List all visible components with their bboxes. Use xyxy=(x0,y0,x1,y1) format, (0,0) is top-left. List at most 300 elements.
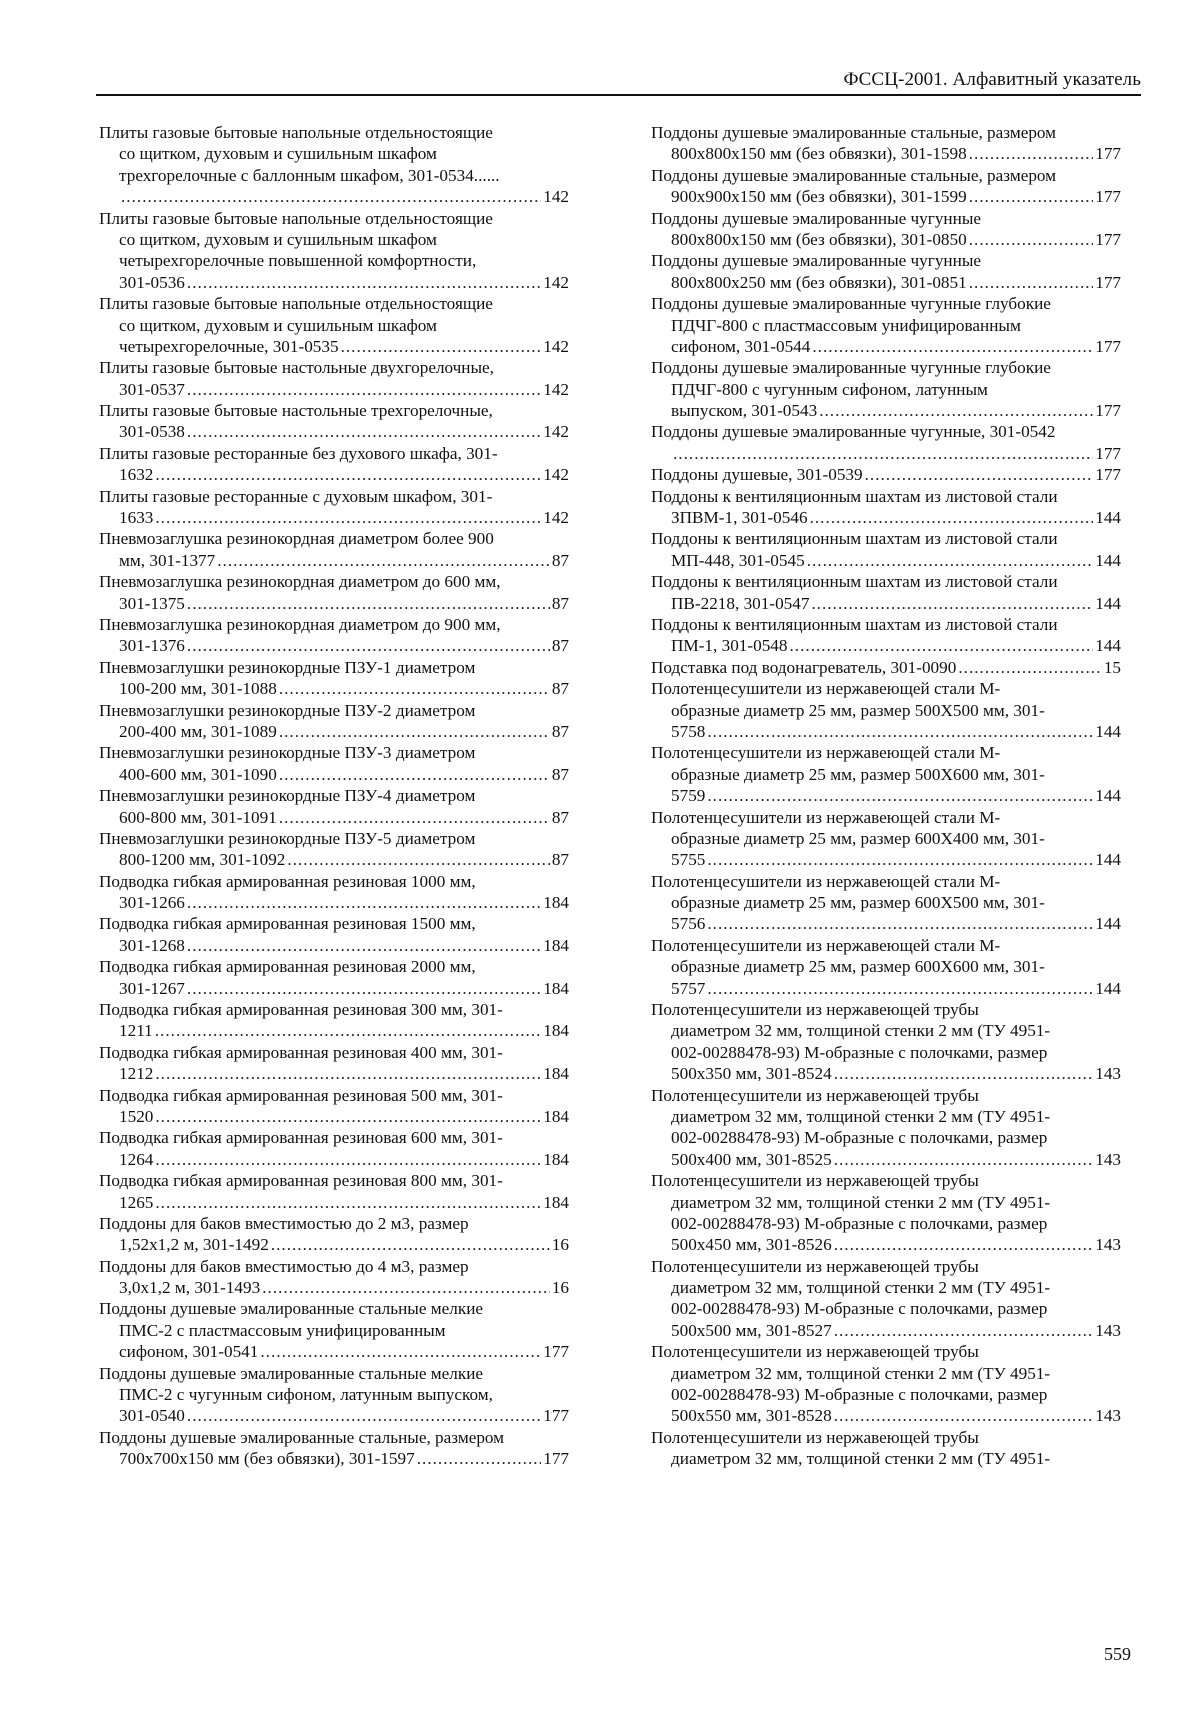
index-page-ref: 144 xyxy=(1095,786,1121,806)
dot-leader xyxy=(279,764,550,785)
index-entry-line: Поддоны душевые эмалированные стальные, размером xyxy=(651,165,1057,185)
index-page-ref: 144 xyxy=(1095,550,1121,570)
index-page-ref: 87 xyxy=(551,636,569,656)
dot-leader xyxy=(807,550,1094,571)
index-entry-line: Поддоны к вентиляционным шахтам из листовой стали xyxy=(651,572,1058,592)
index-entry-text: 1632 xyxy=(119,465,154,485)
dot-leader xyxy=(155,1149,541,1170)
index-entry-line: Поддоны для баков вместимостью до 2 м3, размер xyxy=(99,1213,469,1233)
index-page-ref: 87 xyxy=(551,550,569,570)
index-page-ref: 87 xyxy=(551,593,569,613)
index-entry-last-line xyxy=(99,336,569,357)
dot-leader xyxy=(271,1234,550,1255)
index-page-ref: 144 xyxy=(1095,508,1121,528)
index-entry-text: 700х700х150 мм (без обвязки), 301-1597 xyxy=(119,1449,415,1469)
index-entry-line: Подводка гибкая армированная резиновая 400 мм, 301- xyxy=(99,1042,503,1062)
index-page-ref: 16 xyxy=(551,1278,569,1298)
index-entry-text: 1211 xyxy=(119,1021,153,1041)
dot-leader xyxy=(187,593,550,614)
index-page-ref: 177 xyxy=(1095,443,1121,463)
index-page-ref: 144 xyxy=(1095,636,1121,656)
index-entry-line: Подводка гибкая армированная резиновая 800 мм, 301- xyxy=(99,1171,503,1191)
dot-leader xyxy=(217,550,550,571)
index-entry xyxy=(99,871,569,914)
index-page-ref: 184 xyxy=(543,935,569,955)
index-entry-text: 500х450 мм, 301-8526 xyxy=(671,1235,832,1255)
index-page-ref: 144 xyxy=(1095,850,1121,870)
dot-leader xyxy=(958,657,1101,678)
index-page-ref: 184 xyxy=(543,1149,569,1169)
index-entry-text: 400-600 мм, 301-1090 xyxy=(119,764,277,784)
index-entry-last-line xyxy=(99,1192,569,1213)
dot-leader xyxy=(969,143,1094,164)
index-entry-last-line xyxy=(651,913,1121,934)
index-entry xyxy=(651,528,1121,571)
index-entry-last-line xyxy=(99,1234,569,1255)
index-entry xyxy=(651,935,1121,999)
dot-leader xyxy=(707,721,1093,742)
index-entry-line: Полотенцесушители из нержавеющей трубы xyxy=(651,1171,979,1191)
index-entry xyxy=(651,871,1121,935)
index-page-ref: 177 xyxy=(1095,144,1121,164)
index-page-ref: 142 xyxy=(543,187,569,207)
index-entry-line: Плиты газовые бытовые напольные отдельностоящие xyxy=(99,208,493,228)
index-entry-line: ПДЧГ-800 с пластмассовым унифицированным xyxy=(671,315,1021,335)
dot-leader xyxy=(812,336,1093,357)
index-entry-text: 5758 xyxy=(671,721,706,741)
index-entry-last-line xyxy=(99,1448,569,1469)
index-page-ref: 177 xyxy=(1095,401,1121,421)
index-entry xyxy=(651,614,1121,657)
index-entry-line: Поддоны душевые эмалированные стальные, размером xyxy=(651,123,1057,142)
index-entry-last-line xyxy=(651,1320,1121,1341)
index-page-ref: 177 xyxy=(1095,229,1121,249)
index-entry-line: Полотенцесушители из нержавеющей трубы xyxy=(651,1427,979,1447)
dot-leader xyxy=(707,785,1093,806)
index-entry-last-line xyxy=(99,1106,569,1127)
index-entry-text: 301-1268 xyxy=(119,935,185,955)
index-page-ref: 177 xyxy=(1095,465,1121,485)
index-entry-text: 301-1266 xyxy=(119,893,185,913)
index-entry-text: 500х550 мм, 301-8528 xyxy=(671,1406,832,1426)
index-entry-line: диаметром 32 мм, толщиной стенки 2 мм (ТУ 4951- xyxy=(671,1363,1051,1383)
index-entry xyxy=(99,913,569,956)
index-entry-text: МП-448, 301-0545 xyxy=(671,550,805,570)
index-entry-line: образные диаметр 25 мм, размер 600Х600 мм, 301- xyxy=(671,957,1045,977)
dot-leader xyxy=(834,1405,1094,1426)
index-page-ref: 177 xyxy=(543,1449,569,1469)
index-entry-line: со щитком, духовым и сушильным шкафом xyxy=(119,144,437,164)
index-entry-text: 1520 xyxy=(119,1106,154,1126)
index-entry-text: 5759 xyxy=(671,786,706,806)
index-entry-line: диаметром 32 мм, толщиной стенки 2 мм (ТУ 4951- xyxy=(671,1278,1051,1298)
dot-leader xyxy=(707,978,1093,999)
index-entry-last-line xyxy=(99,464,569,485)
index-page-ref: 142 xyxy=(543,272,569,292)
index-entry-line: Плиты газовые бытовые настольные двухгорелочные, xyxy=(99,358,494,378)
index-entry-last-line xyxy=(651,1149,1121,1170)
index-page-ref: 184 xyxy=(543,1021,569,1041)
index-page-ref: 144 xyxy=(1095,721,1121,741)
index-entry xyxy=(651,1170,1121,1256)
index-entry xyxy=(651,742,1121,806)
index-entry-line: Плиты газовые ресторанные с духовым шкафом, 301- xyxy=(99,486,493,506)
index-page-ref: 87 xyxy=(551,850,569,870)
index-entry-line: ПМС-2 с чугунным сифоном, латунным выпуском, xyxy=(119,1385,493,1405)
index-page-ref: 143 xyxy=(1095,1149,1121,1169)
index-entry-last-line xyxy=(651,849,1121,870)
dot-leader xyxy=(187,635,550,656)
index-page-ref: 177 xyxy=(543,1406,569,1426)
index-entry xyxy=(99,1213,569,1256)
index-entry-line: Подводка гибкая армированная резиновая 300 мм, 301- xyxy=(99,1000,503,1020)
dot-leader xyxy=(155,1020,541,1041)
index-entry-line: Полотенцесушители из нержавеющей трубы xyxy=(651,1342,979,1362)
index-entry-line: Полотенцесушители из нержавеющей стали М- xyxy=(651,743,1001,763)
index-entry xyxy=(99,1298,569,1362)
dot-leader xyxy=(834,1149,1094,1170)
index-entry-line: Полотенцесушители из нержавеющей трубы xyxy=(651,1000,979,1020)
index-entry-text: ПВ-2218, 301-0547 xyxy=(671,593,810,613)
dot-leader xyxy=(969,186,1094,207)
index-entry xyxy=(651,486,1121,529)
index-entry-text: 800х800х150 мм (без обвязки), 301-1598 xyxy=(671,144,967,164)
index-entry xyxy=(99,1085,569,1128)
index-entry xyxy=(651,464,1121,485)
index-entry xyxy=(99,528,569,571)
index-entry-last-line xyxy=(99,1149,569,1170)
index-entry xyxy=(99,1256,569,1299)
index-entry-text: 301-0536 xyxy=(119,272,185,292)
index-entry-line: Полотенцесушители из нержавеющей стали М- xyxy=(651,807,1001,827)
dot-leader xyxy=(969,229,1094,250)
index-entry-line: Поддоны для баков вместимостью до 4 м3, размер xyxy=(99,1256,469,1276)
index-entry-line: трехгорелочные с баллонным шкафом, 301-0534...... xyxy=(119,165,500,185)
index-entry-line: Подводка гибкая армированная резиновая 600 мм, 301- xyxy=(99,1128,503,1148)
index-page-ref: 87 xyxy=(551,679,569,699)
index-entry-text: ЗПВМ-1, 301-0546 xyxy=(671,508,808,528)
index-entry xyxy=(651,357,1121,421)
index-entry xyxy=(99,1427,569,1470)
index-entry-line: Плиты газовые бытовые настольные трехгорелочные, xyxy=(99,401,493,421)
dot-leader xyxy=(287,849,549,870)
index-entry-text: сифоном, 301-0544 xyxy=(671,336,811,356)
index-entry xyxy=(651,250,1121,293)
header-title: ФССЦ-2001. Алфавитный указатель xyxy=(843,69,1141,90)
index-entry-text: Подставка под водонагреватель, 301-0090 xyxy=(651,657,957,677)
index-page-ref: 143 xyxy=(1095,1064,1121,1084)
index-entry-last-line xyxy=(99,721,569,742)
index-entry-text: 301-1375 xyxy=(119,593,185,613)
index-page-ref: 142 xyxy=(543,379,569,399)
index-entry-line: образные диаметр 25 мм, размер 600Х500 мм, 301- xyxy=(671,893,1045,913)
dot-leader xyxy=(865,464,1094,485)
index-entry-text: 100-200 мм, 301-1088 xyxy=(119,679,277,699)
index-entry-text: 600-800 мм, 301-1091 xyxy=(119,807,277,827)
index-page-ref: 142 xyxy=(543,336,569,356)
index-page-ref: 87 xyxy=(551,721,569,741)
index-entry xyxy=(99,443,569,486)
dot-leader xyxy=(187,1405,541,1426)
index-entry-line: Полотенцесушители из нержавеющей стали М- xyxy=(651,935,1001,955)
index-entry xyxy=(651,293,1121,357)
dot-leader xyxy=(187,978,541,999)
index-entry xyxy=(99,357,569,400)
index-entry xyxy=(99,1363,569,1427)
index-entry-text: 301-1267 xyxy=(119,978,185,998)
index-entry-line: диаметром 32 мм, толщиной стенки 2 мм (ТУ 4951- xyxy=(671,1192,1051,1212)
index-entry xyxy=(99,828,569,871)
index-entry-last-line xyxy=(99,186,569,207)
index-page-ref: 177 xyxy=(543,1342,569,1362)
index-entry-line: 002-00288478-93) М-образные с полочками, размер xyxy=(671,1128,1048,1148)
index-entry-line: Подводка гибкая армированная резиновая 1500 мм, xyxy=(99,914,476,934)
index-page-ref: 144 xyxy=(1095,914,1121,934)
index-entry-text: Поддоны душевые, 301-0539 xyxy=(651,465,863,485)
index-entry-last-line xyxy=(651,593,1121,614)
index-entry-last-line xyxy=(99,678,569,699)
index-entry-text: 5756 xyxy=(671,914,706,934)
dot-leader xyxy=(819,400,1093,421)
dot-leader xyxy=(417,1448,542,1469)
dot-leader xyxy=(260,1341,541,1362)
index-entry-line: Пневмозаглушка резинокордная диаметром до 600 мм, xyxy=(99,572,501,592)
index-entry xyxy=(651,678,1121,742)
index-page-ref: 144 xyxy=(1095,593,1121,613)
dot-leader xyxy=(262,1277,550,1298)
dot-leader xyxy=(810,507,1094,528)
index-entry-text: 3,0х1,2 м, 301-1493 xyxy=(119,1278,261,1298)
index-entry-text: 301-0537 xyxy=(119,379,185,399)
index-page-ref: 15 xyxy=(1103,657,1121,677)
dot-leader xyxy=(155,507,541,528)
index-entry-text: 500х400 мм, 301-8525 xyxy=(671,1149,832,1169)
index-entry-line: Пневмозаглушка резинокордная диаметром до 900 мм, xyxy=(99,614,501,634)
index-entry xyxy=(651,208,1121,251)
index-entry xyxy=(651,421,1121,464)
index-page-ref: 144 xyxy=(1095,978,1121,998)
index-entry xyxy=(99,571,569,614)
page-number: 559 xyxy=(1104,1644,1131,1664)
index-entry-last-line xyxy=(99,550,569,571)
index-entry-line: 002-00288478-93) М-образные с полочками, размер xyxy=(671,1299,1048,1319)
index-entry-text: 301-0540 xyxy=(119,1406,185,1426)
index-entry-line: Поддоны душевые эмалированные чугунные глубокие xyxy=(651,358,1051,378)
index-entry xyxy=(651,1341,1121,1427)
index-entry xyxy=(99,400,569,443)
index-entry xyxy=(651,657,1121,678)
index-entry-text: 1633 xyxy=(119,508,154,528)
index-entry-last-line xyxy=(99,1277,569,1298)
index-entry xyxy=(99,1042,569,1085)
index-entry-line: ПМС-2 с пластмассовым унифицированным xyxy=(119,1320,446,1340)
index-entry-last-line xyxy=(99,635,569,656)
index-entry xyxy=(651,1427,1121,1470)
index-entry-line: Подводка гибкая армированная резиновая 2000 мм, xyxy=(99,957,476,977)
index-entry-line: Поддоны душевые эмалированные стальные, размером xyxy=(99,1427,505,1447)
index-entry-line: Плиты газовые бытовые напольные отдельностоящие xyxy=(99,123,493,142)
index-page-ref: 184 xyxy=(543,1192,569,1212)
index-entry-text: 1212 xyxy=(119,1064,154,1084)
index-entry-text: ПМ-1, 301-0548 xyxy=(671,636,788,656)
index-column-left xyxy=(99,122,569,1470)
dot-leader xyxy=(279,721,550,742)
index-entry-line: Поддоны к вентиляционным шахтам из листовой стали xyxy=(651,486,1058,506)
index-entry xyxy=(99,614,569,657)
dot-leader xyxy=(279,678,550,699)
index-page-ref: 143 xyxy=(1095,1320,1121,1340)
index-entry-text: 500х350 мм, 301-8524 xyxy=(671,1064,832,1084)
index-page-ref: 177 xyxy=(1095,272,1121,292)
index-entry-last-line xyxy=(99,507,569,528)
index-entry xyxy=(651,999,1121,1085)
index-entry xyxy=(651,1256,1121,1342)
index-entry-text: 301-0538 xyxy=(119,422,185,442)
index-entry-line: Поддоны душевые эмалированные чугунные xyxy=(651,251,981,271)
dot-leader xyxy=(187,421,541,442)
index-entry-line: 002-00288478-93) М-образные с полочками, размер xyxy=(671,1385,1048,1405)
dot-leader xyxy=(155,1063,541,1084)
index-entry-text: 1264 xyxy=(119,1149,154,1169)
index-entry-last-line xyxy=(651,507,1121,528)
index-entry-line: образные диаметр 25 мм, размер 500Х500 мм, 301- xyxy=(671,700,1045,720)
dot-leader xyxy=(834,1063,1094,1084)
index-entry-last-line xyxy=(99,807,569,828)
dot-leader xyxy=(187,379,541,400)
dot-leader xyxy=(969,272,1094,293)
index-entry-last-line xyxy=(651,143,1121,164)
index-entry-line: Подводка гибкая армированная резиновая 500 мм, 301- xyxy=(99,1085,503,1105)
index-entry-line: Пневмозаглушки резинокордные ПЗУ-1 диаметром xyxy=(99,657,476,677)
index-entry-last-line xyxy=(99,593,569,614)
index-entry xyxy=(99,293,569,357)
index-column-right xyxy=(651,122,1121,1470)
index-entry-line: Полотенцесушители из нержавеющей трубы xyxy=(651,1085,979,1105)
dot-leader xyxy=(707,849,1093,870)
index-entry-line: Полотенцесушители из нержавеющей трубы xyxy=(651,1256,979,1276)
index-entry-line: ПДЧГ-800 с чугунным сифоном, латунным xyxy=(671,379,988,399)
index-entry xyxy=(99,122,569,208)
index-entry-text: мм, 301-1377 xyxy=(119,550,216,570)
dot-leader xyxy=(121,186,541,207)
index-entry-last-line xyxy=(651,272,1121,293)
index-entry-line: Поддоны к вентиляционным шахтам из листовой стали xyxy=(651,529,1058,549)
dot-leader xyxy=(155,1106,541,1127)
index-entry-line: Пневмозаглушка резинокордная диаметром более 900 xyxy=(99,529,494,549)
index-entry-line: Плиты газовые бытовые напольные отдельностоящие xyxy=(99,294,493,314)
index-entry-last-line xyxy=(651,443,1121,464)
index-entry-line: Поддоны душевые эмалированные чугунные глубокие xyxy=(651,294,1051,314)
index-entry-last-line xyxy=(651,978,1121,999)
index-entry xyxy=(99,1170,569,1213)
index-entry-last-line xyxy=(99,935,569,956)
index-page-ref: 184 xyxy=(543,978,569,998)
index-page-ref: 177 xyxy=(1095,336,1121,356)
index-entry xyxy=(99,742,569,785)
index-entry-last-line xyxy=(99,978,569,999)
index-entry xyxy=(99,999,569,1042)
index-page-ref: 184 xyxy=(543,1106,569,1126)
index-entry-line: Пневмозаглушки резинокордные ПЗУ-4 диаметром xyxy=(99,786,476,806)
index-entry-line: Поддоны душевые эмалированные чугунные xyxy=(651,208,981,228)
index-entry-last-line xyxy=(99,421,569,442)
index-entry-line: Поддоны душевые эмалированные стальные мелкие xyxy=(99,1299,484,1319)
index-entry-line: 002-00288478-93) М-образные с полочками, размер xyxy=(671,1042,1048,1062)
index-entry-last-line xyxy=(99,272,569,293)
index-entry xyxy=(99,785,569,828)
index-entry-line: образные диаметр 25 мм, размер 500Х600 мм, 301- xyxy=(671,764,1045,784)
index-entry xyxy=(99,956,569,999)
index-entry-text: 200-400 мм, 301-1089 xyxy=(119,721,277,741)
running-header xyxy=(96,66,1141,96)
index-entry-text: выпуском, 301-0543 xyxy=(671,401,818,421)
index-entry-line: Подводка гибкая армированная резиновая 1000 мм, xyxy=(99,871,476,891)
index-entry-text: 900х900х150 мм (без обвязки), 301-1599 xyxy=(671,187,967,207)
dot-leader xyxy=(707,913,1093,934)
index-entry-text: 5755 xyxy=(671,850,706,870)
index-entry-line: диаметром 32 мм, толщиной стенки 2 мм (ТУ 4951- xyxy=(671,1106,1051,1126)
index-page-ref: 184 xyxy=(543,893,569,913)
index-entry-line: диаметром 32 мм, толщиной стенки 2 мм (ТУ 4951- xyxy=(671,1021,1051,1041)
index-page-ref: 184 xyxy=(543,1064,569,1084)
index-entry-last-line xyxy=(651,464,1121,485)
index-entry-text: 800-1200 мм, 301-1092 xyxy=(119,850,286,870)
dot-leader xyxy=(834,1320,1094,1341)
index-page-ref: 16 xyxy=(551,1235,569,1255)
index-entry-last-line xyxy=(99,1405,569,1426)
dot-leader xyxy=(834,1234,1094,1255)
index-entry-line: Плиты газовые ресторанные без духового шкафа, 301- xyxy=(99,443,498,463)
index-entry-text: 5757 xyxy=(671,978,706,998)
index-entry-last-line xyxy=(651,1234,1121,1255)
index-entry-last-line xyxy=(99,1020,569,1041)
index-entry-line: Пневмозаглушки резинокордные ПЗУ-5 диаметром xyxy=(99,828,476,848)
index-entry-last-line xyxy=(651,635,1121,656)
index-entry-text: 500х500 мм, 301-8527 xyxy=(671,1320,832,1340)
index-entry xyxy=(651,165,1121,208)
dot-leader xyxy=(155,464,541,485)
index-entry-line: со щитком, духовым и сушильным шкафом xyxy=(119,315,437,335)
index-page-ref: 142 xyxy=(543,422,569,442)
index-entry-text: 1265 xyxy=(119,1192,154,1212)
index-entry-last-line xyxy=(99,379,569,400)
dot-leader xyxy=(341,336,542,357)
index-entry-last-line xyxy=(99,1341,569,1362)
index-page-ref: 87 xyxy=(551,807,569,827)
index-page-ref: 87 xyxy=(551,764,569,784)
index-entry-text: сифоном, 301-0541 xyxy=(119,1342,259,1362)
index-entry-last-line xyxy=(99,1063,569,1084)
index-entry-line: 002-00288478-93) М-образные с полочками, размер xyxy=(671,1213,1048,1233)
index-entry xyxy=(651,122,1121,165)
dot-leader xyxy=(155,1192,541,1213)
index-entry-last-line xyxy=(99,764,569,785)
index-entry-last-line xyxy=(651,657,1121,678)
index-entry-text: четырехгорелочные, 301-0535 xyxy=(119,336,339,356)
index-entry xyxy=(651,571,1121,614)
index-entry-text: 301-1376 xyxy=(119,636,185,656)
dot-leader xyxy=(187,935,541,956)
dot-leader xyxy=(279,807,550,828)
index-entry-line: Полотенцесушители из нержавеющей стали М- xyxy=(651,871,1001,891)
index-entry xyxy=(99,1127,569,1170)
index-entry xyxy=(99,700,569,743)
index-entry-line: диаметром 32 мм, толщиной стенки 2 мм (ТУ 4951- xyxy=(671,1449,1051,1469)
index-entry-line: Полотенцесушители из нержавеющей стали М- xyxy=(651,679,1001,699)
index-entry xyxy=(99,657,569,700)
index-entry xyxy=(99,486,569,529)
index-entry-last-line xyxy=(99,849,569,870)
